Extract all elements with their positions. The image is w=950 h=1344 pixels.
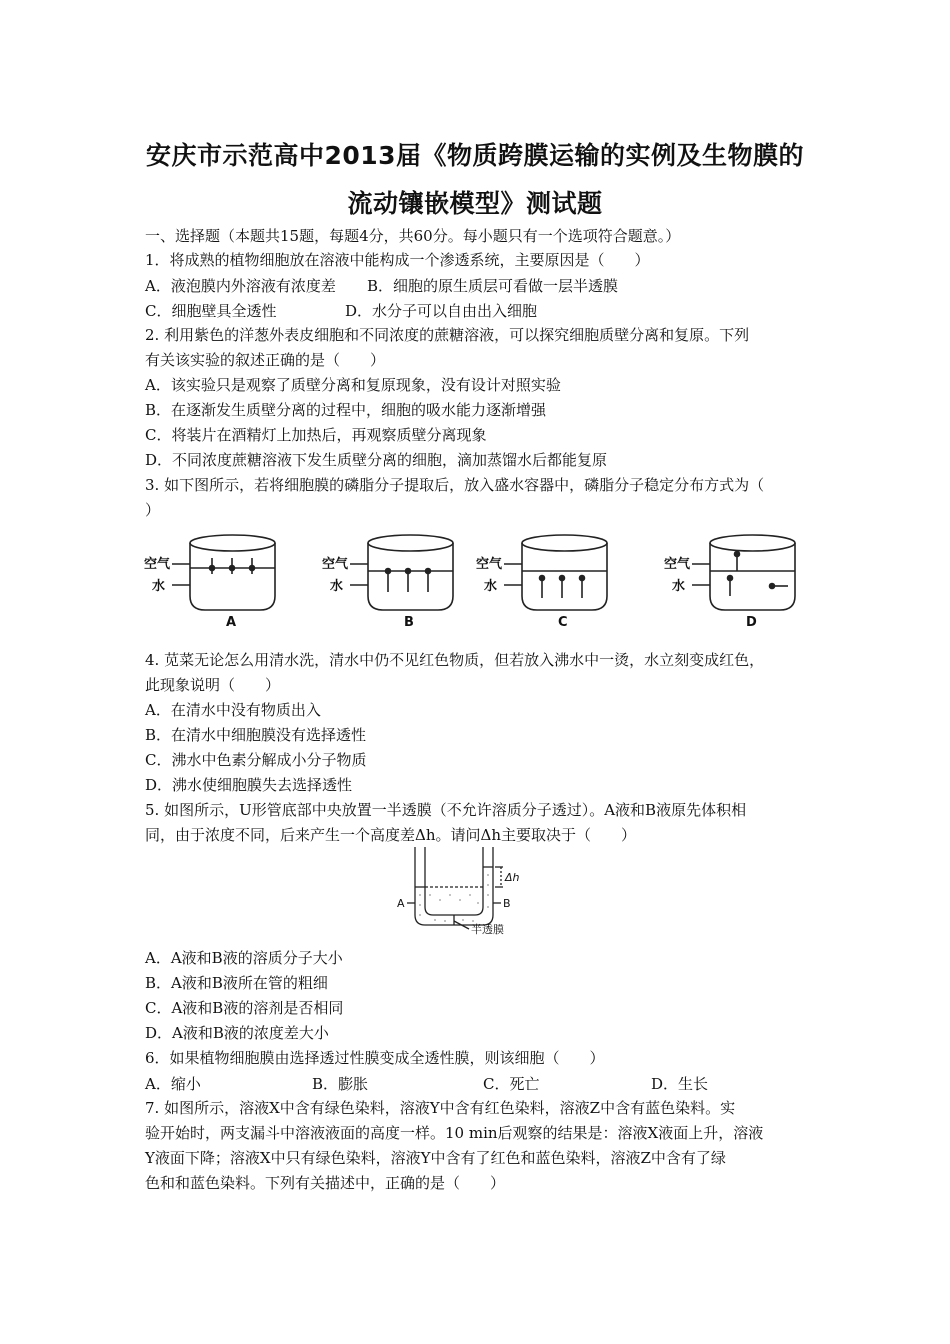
q5-stem-line-2: 同，由于浓度不同，后来产生一个高度差Δh。请问Δh主要取决于（ ） xyxy=(145,826,636,844)
page-title-line-1: 安庆市示范高中2013届《物质跨膜运输的实例及生物膜的 xyxy=(145,141,805,170)
q3-stem-line-1: 3. 如下图所示，若将细胞膜的磷脂分子提取后，放入盛水容器中，磷脂分子稳定分布方式为（ xyxy=(145,476,765,494)
q2-stem-line-1: 2. 利用紫色的洋葱外表皮细胞和不同浓度的蔗糖溶液，可以探究细胞质壁分离和复原。下列 xyxy=(145,326,750,344)
q4-stem-line-2: 此现象说明（ ） xyxy=(145,676,281,694)
figure-panel-a xyxy=(172,535,275,610)
q6-option-a: A．缩小 xyxy=(145,1075,201,1093)
figure-b-water-label: 水 xyxy=(330,579,344,594)
figure-panel-label-b: B xyxy=(404,615,414,630)
figure-d-air-label: 空气 xyxy=(664,557,691,572)
q2-stem-line-2: 有关该实验的叙述正确的是（ ） xyxy=(145,351,386,369)
q2-option-a: A．该实验只是观察了质壁分离和复原现象，没有设计对照实验 xyxy=(145,376,561,394)
page-title-line-2: 流动镶嵌模型》测试题 xyxy=(347,189,603,218)
u-tube-label-membrane: 半透膜 xyxy=(471,923,504,936)
q4-option-a: A．在清水中没有物质出入 xyxy=(145,701,321,719)
q6-option-c: C．死亡 xyxy=(483,1075,540,1093)
q6-stem: 6．如果植物细胞膜由选择透过性膜变成全透性膜，则该细胞（ ） xyxy=(145,1049,605,1067)
figure-c-water-label: 水 xyxy=(484,579,498,594)
figure-panel-d xyxy=(692,535,795,610)
q2-option-b: B．在逐渐发生质壁分离的过程中，细胞的吸水能力逐渐增强 xyxy=(145,401,547,419)
q1-stem: 1．将成熟的植物细胞放在溶液中能构成一个渗透系统，主要原因是（ ） xyxy=(145,251,650,269)
q2-option-c: C．将装片在酒精灯上加热后，再观察质壁分离现象 xyxy=(145,426,487,444)
q5-option-c: C．A液和B液的溶剂是否相同 xyxy=(145,999,344,1017)
q6-option-b: B．膨胀 xyxy=(312,1075,369,1093)
q1-option-b: B．细胞的原生质层可看做一层半透膜 xyxy=(367,277,619,295)
q1-option-d: D．水分子可以自由出入细胞 xyxy=(345,302,538,320)
q5-option-b: B．A液和B液所在管的粗细 xyxy=(145,974,328,992)
q7-stem-line-4: 色和和蓝色染料。下列有关描述中，正确的是（ ） xyxy=(145,1174,506,1192)
q3-stem-line-2: ） xyxy=(145,501,161,519)
figure-panel-label-d: D xyxy=(746,615,757,630)
figure-d-water-label: 水 xyxy=(672,579,686,594)
q4-option-d: D．沸水使细胞膜失去选择透性 xyxy=(145,776,353,794)
figure-panel-label-a: A xyxy=(226,615,237,630)
section-header: 一、选择题（本题共15题，每题4分，共60分。每小题只有一个选项符合题意。） xyxy=(145,227,681,245)
q7-stem-line-2: 验开始时，两支漏斗中溶液液面的高度一样。10 min后观察的结果是：溶液X液面上升，溶液 xyxy=(145,1124,764,1142)
figure-a-water-label: 水 xyxy=(152,579,166,594)
q4-stem-line-1: 4. 苋菜无论怎么用清水洗，清水中仍不见红色物质，但若放入沸水中一烫，水立刻变成红色， xyxy=(145,651,765,669)
q6-option-d: D．生长 xyxy=(651,1075,709,1093)
figure-c-air-label: 空气 xyxy=(476,557,503,572)
figure-panel-b xyxy=(350,535,453,610)
phospholipid-figure xyxy=(140,528,820,633)
figure-panel-label-c: C xyxy=(558,615,568,630)
q5-stem-line-1: 5. 如图所示，U形管底部中央放置一半透膜（不允许溶质分子透过）。A液和B液原先体积相 xyxy=(145,801,747,819)
figure-panel-c xyxy=(504,535,607,610)
u-tube-label-b: B xyxy=(503,897,511,910)
figure-b-air-label: 空气 xyxy=(322,557,349,572)
q4-option-c: C．沸水中色素分解成小分子物质 xyxy=(145,751,367,769)
q7-stem-line-1: 7. 如图所示，溶液X中含有绿色染料，溶液Y中含有红色染料，溶液Z中含有蓝色染料。实 xyxy=(145,1099,736,1117)
q5-option-a: A．A液和B液的溶质分子大小 xyxy=(145,949,343,967)
q1-option-a: A．液泡膜内外溶液有浓度差 xyxy=(145,277,336,295)
q2-option-d: D．不同浓度蔗糖溶液下发生质壁分离的细胞，滴加蒸馏水后都能复原 xyxy=(145,451,608,469)
u-tube-figure xyxy=(395,845,535,937)
q4-option-b: B．在清水中细胞膜没有选择透性 xyxy=(145,726,367,744)
u-tube-label-delta-h: Δh xyxy=(505,871,520,884)
q1-option-c: C．细胞壁具全透性 xyxy=(145,302,277,320)
q5-option-d: D．A液和B液的浓度差大小 xyxy=(145,1024,329,1042)
u-tube-label-a: A xyxy=(397,897,405,910)
figure-a-air-label: 空气 xyxy=(144,557,171,572)
q7-stem-line-3: Y液面下降；溶液X中只有绿色染料，溶液Y中含有了红色和蓝色染料，溶液Z中含有了绿 xyxy=(145,1149,726,1167)
